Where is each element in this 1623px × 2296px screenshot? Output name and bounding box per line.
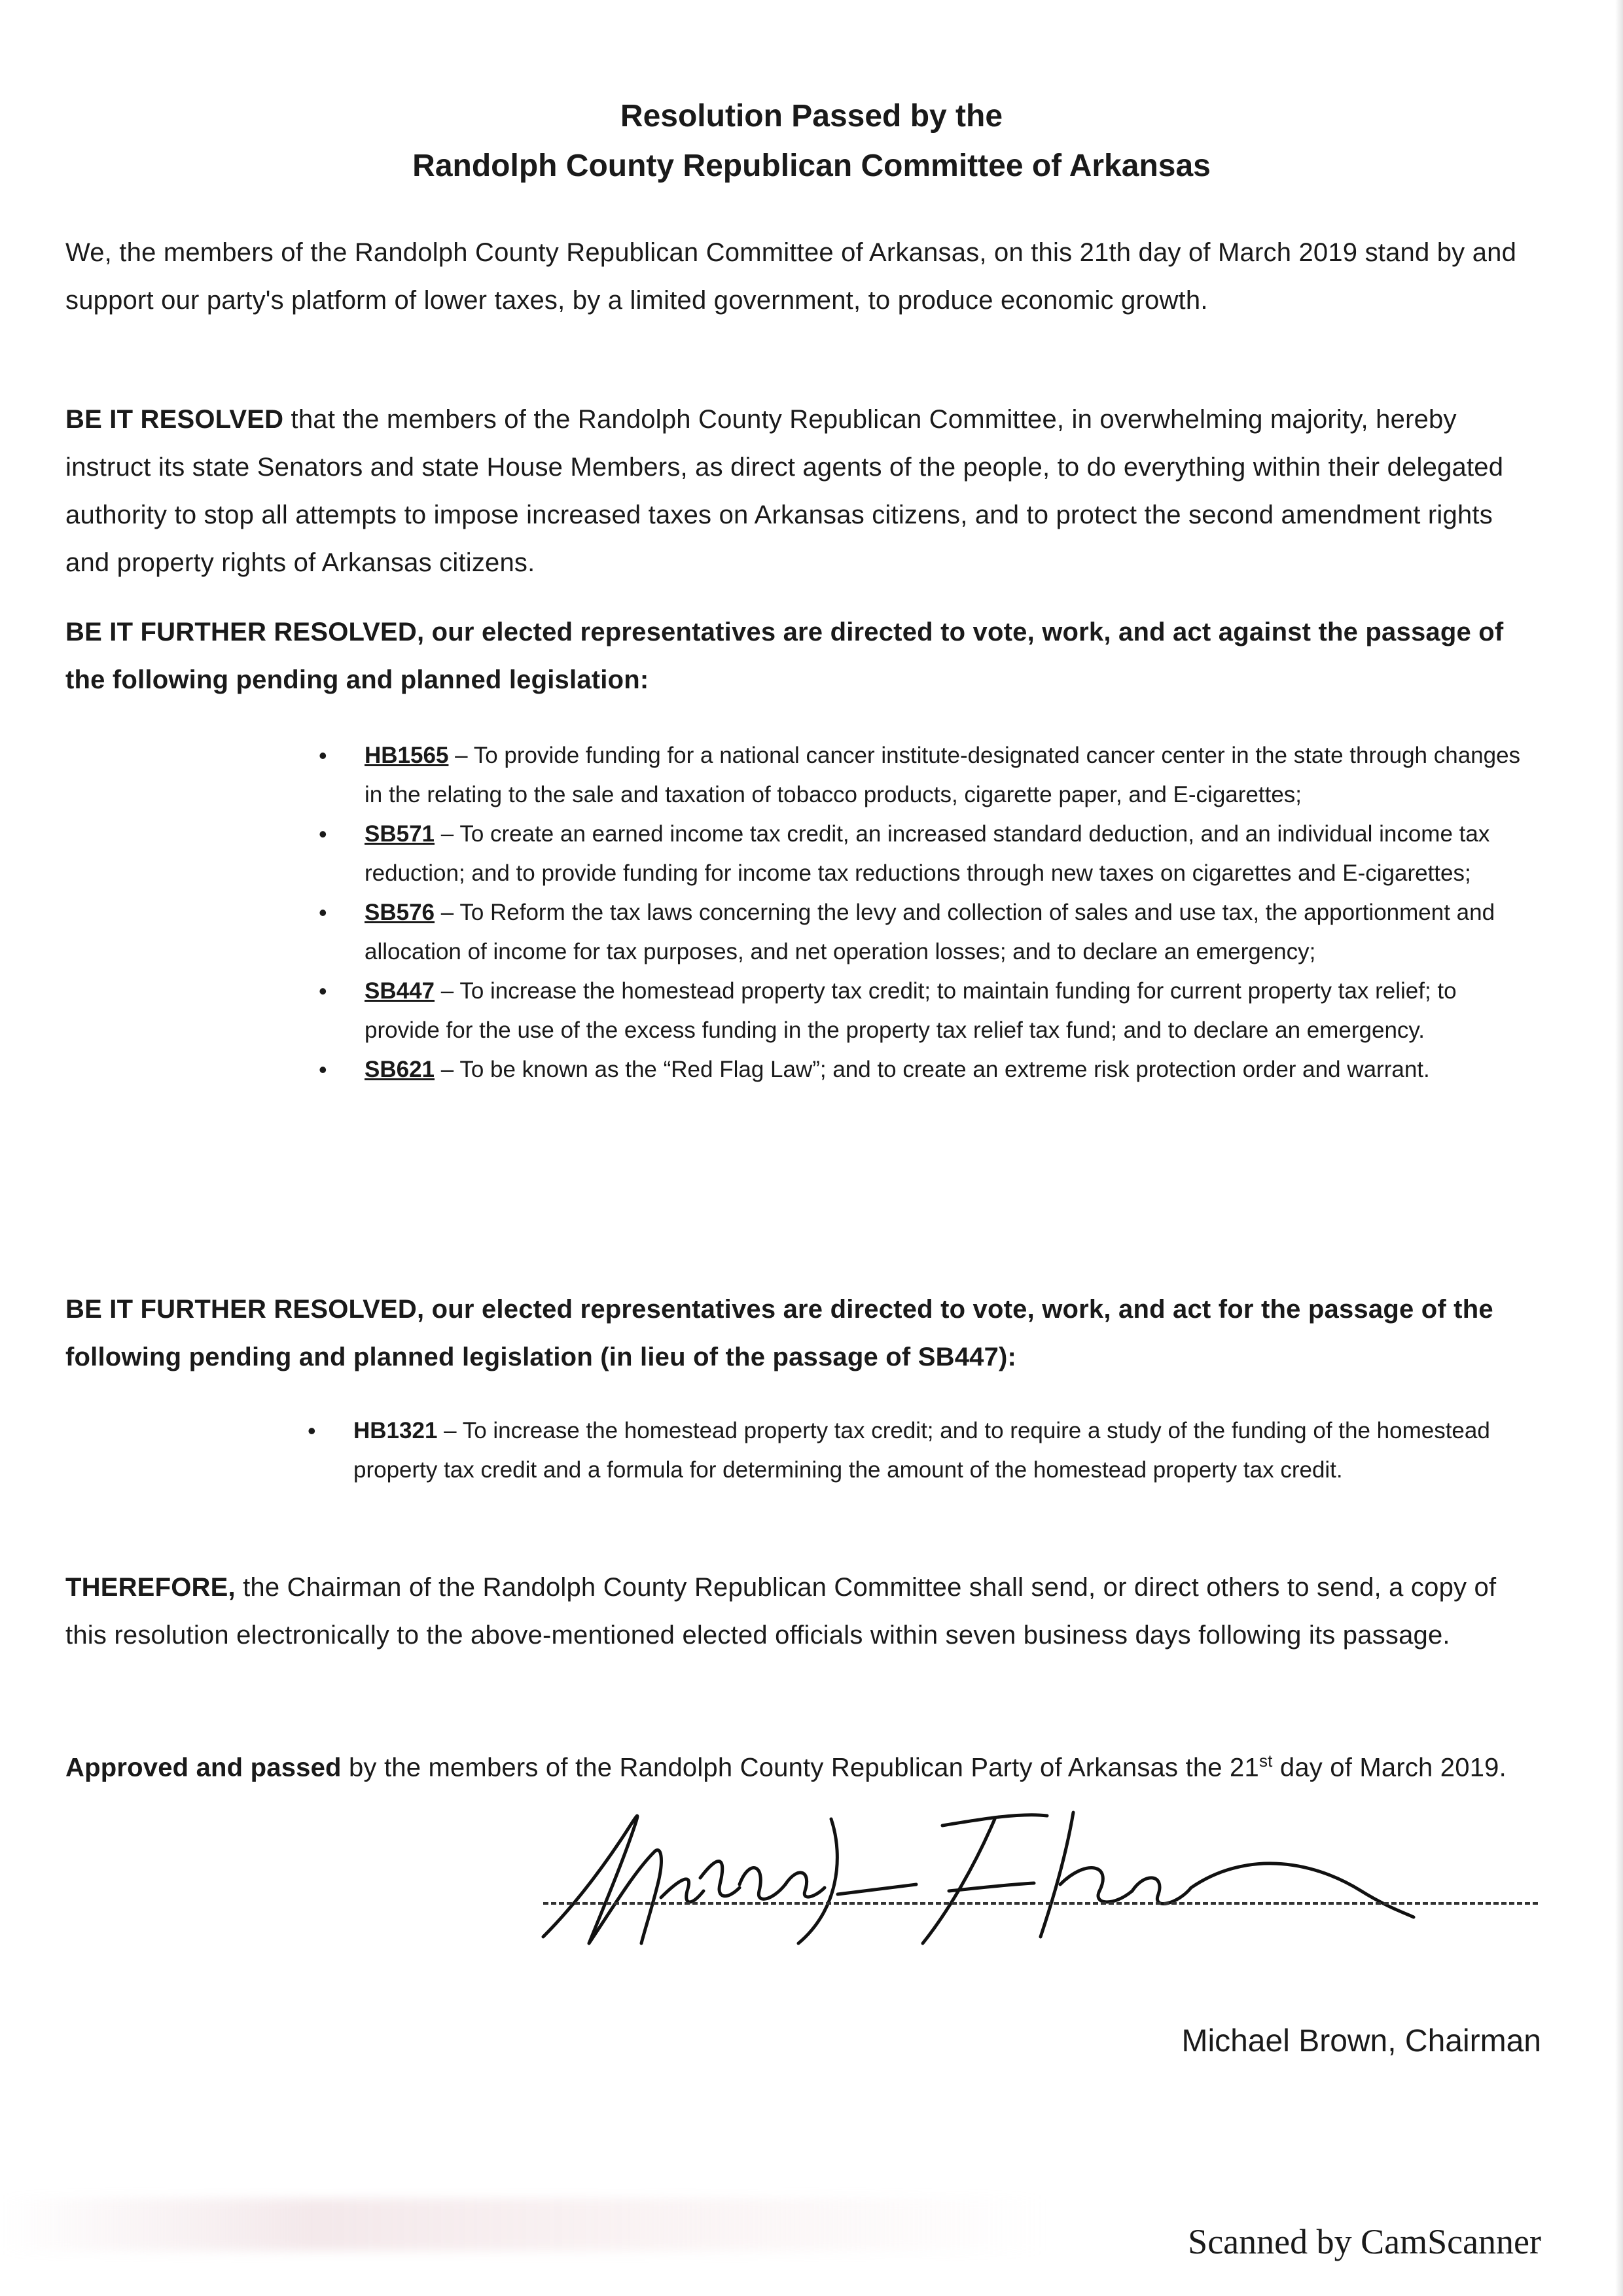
bill-code: SB447 <box>365 978 435 1004</box>
bill-description: – To provide funding for a national cancer institute-designated cancer center in the state through changes in the relating to the sale and taxation of tobacco products, cigarette paper, and E-cigarettes; <box>365 743 1521 807</box>
therefore-text: the Chairman of the Randolph County Republican Committee shall send, or direct others to send, a copy of this resolution electronically to the above-mentioned elected officials within seven business days following its passage. <box>65 1573 1497 1650</box>
scanner-watermark: Scanned by CamScanner <box>1188 2222 1541 2261</box>
bill-description: – To Reform the tax laws concerning the levy and collection of sales and use tax, the apportionment and allocation of income for tax purposes, and net operation losses; and to declare an emergency; <box>365 900 1495 964</box>
bullet-icon: • <box>319 742 327 769</box>
resolved-paragraph <box>65 396 1531 587</box>
bill-description: – To be known as the “Red Flag Law”; and to create an extreme risk protection order and warrant. <box>435 1057 1430 1082</box>
document-title <box>0 92 1623 191</box>
bill-description: – To increase the homestead property tax credit; to maintain funding for current property tax relief; to provide for the use of the excess funding in the property tax relief tax fund; and to declare an emergency. <box>365 978 1457 1043</box>
for-bills-list <box>308 1411 1531 1490</box>
further-resolved-against-paragraph: BE IT FURTHER RESOLVED, our elected representatives are directed to vote, work, and act against the passage of the following pending and planned legislation: <box>65 618 1504 694</box>
bill-code: SB621 <box>365 1057 435 1082</box>
bill-item <box>319 1050 1536 1089</box>
resolved-text: that the members of the Randolph County Republican Committee, in overwhelming majority, hereby instruct its state Senators and state House Members, as direct agents of the people, to do everything within their delegated authority to stop all attempts to impose increased taxes on Arkansas citizens, and to protect the second amendment rights and property rights of Arkansas citizens. <box>65 405 1504 577</box>
approved-text-b: day of March 2019. <box>1272 1753 1507 1782</box>
title-line-1: Resolution Passed by the <box>620 99 1003 133</box>
bill-item <box>308 1411 1531 1490</box>
bill-code: HB1321 <box>353 1418 438 1443</box>
bill-code: SB571 <box>365 821 435 847</box>
therefore-paragraph <box>65 1564 1531 1659</box>
scan-edge-shadow <box>1615 0 1623 2296</box>
bill-description: – To create an earned income tax credit, an increased standard deduction, and an individual income tax reduction; and to provide funding for income tax reductions through new taxes on cigarettes and E-cigarettes; <box>365 821 1490 886</box>
approved-text-a: by the members of the Randolph County Republican Party of Arkansas the 21 <box>341 1753 1259 1782</box>
bullet-icon: • <box>319 1056 327 1083</box>
signature-line <box>543 1902 1538 1905</box>
against-bills-list <box>319 736 1536 1089</box>
bill-item <box>319 736 1536 815</box>
bill-item <box>319 815 1536 893</box>
bullet-icon: • <box>319 978 327 1004</box>
further-resolved-for-paragraph: BE IT FURTHER RESOLVED, our elected representatives are directed to vote, work, and act for the passage of the following pending and planned legislation (in lieu of the passage of SB447): <box>65 1295 1493 1371</box>
scan-smudge <box>0 2199 1047 2251</box>
resolved-lead: BE IT RESOLVED <box>65 405 284 434</box>
bill-item <box>319 893 1536 972</box>
bullet-icon: • <box>319 899 327 926</box>
approved-lead: Approved and passed <box>65 1753 342 1782</box>
therefore-lead: THEREFORE, <box>65 1573 236 1602</box>
intro-paragraph: We, the members of the Randolph County Republican Committee of Arkansas, on this 21th day of March 2019 stand by and support our party's platform of lower taxes, by a limited government, to produce economic growth. <box>65 238 1517 315</box>
bullet-icon: • <box>319 821 327 847</box>
title-line-2: Randolph County Republican Committee of Arkansas <box>412 149 1211 183</box>
handwritten-signature <box>524 1780 1453 1963</box>
bill-description: – To increase the homestead property tax credit; and to require a study of the funding of the homestead property tax credit and a formula for determining the amount of the homestead property tax credit. <box>353 1418 1490 1483</box>
bullet-icon: • <box>308 1417 316 1444</box>
bill-item <box>319 972 1536 1050</box>
approved-ordinal-suffix: st <box>1258 1751 1273 1771</box>
signer-name: Michael Brown, Chairman <box>1181 2024 1541 2058</box>
bill-code: HB1565 <box>365 743 449 768</box>
bill-code: SB576 <box>365 900 435 925</box>
